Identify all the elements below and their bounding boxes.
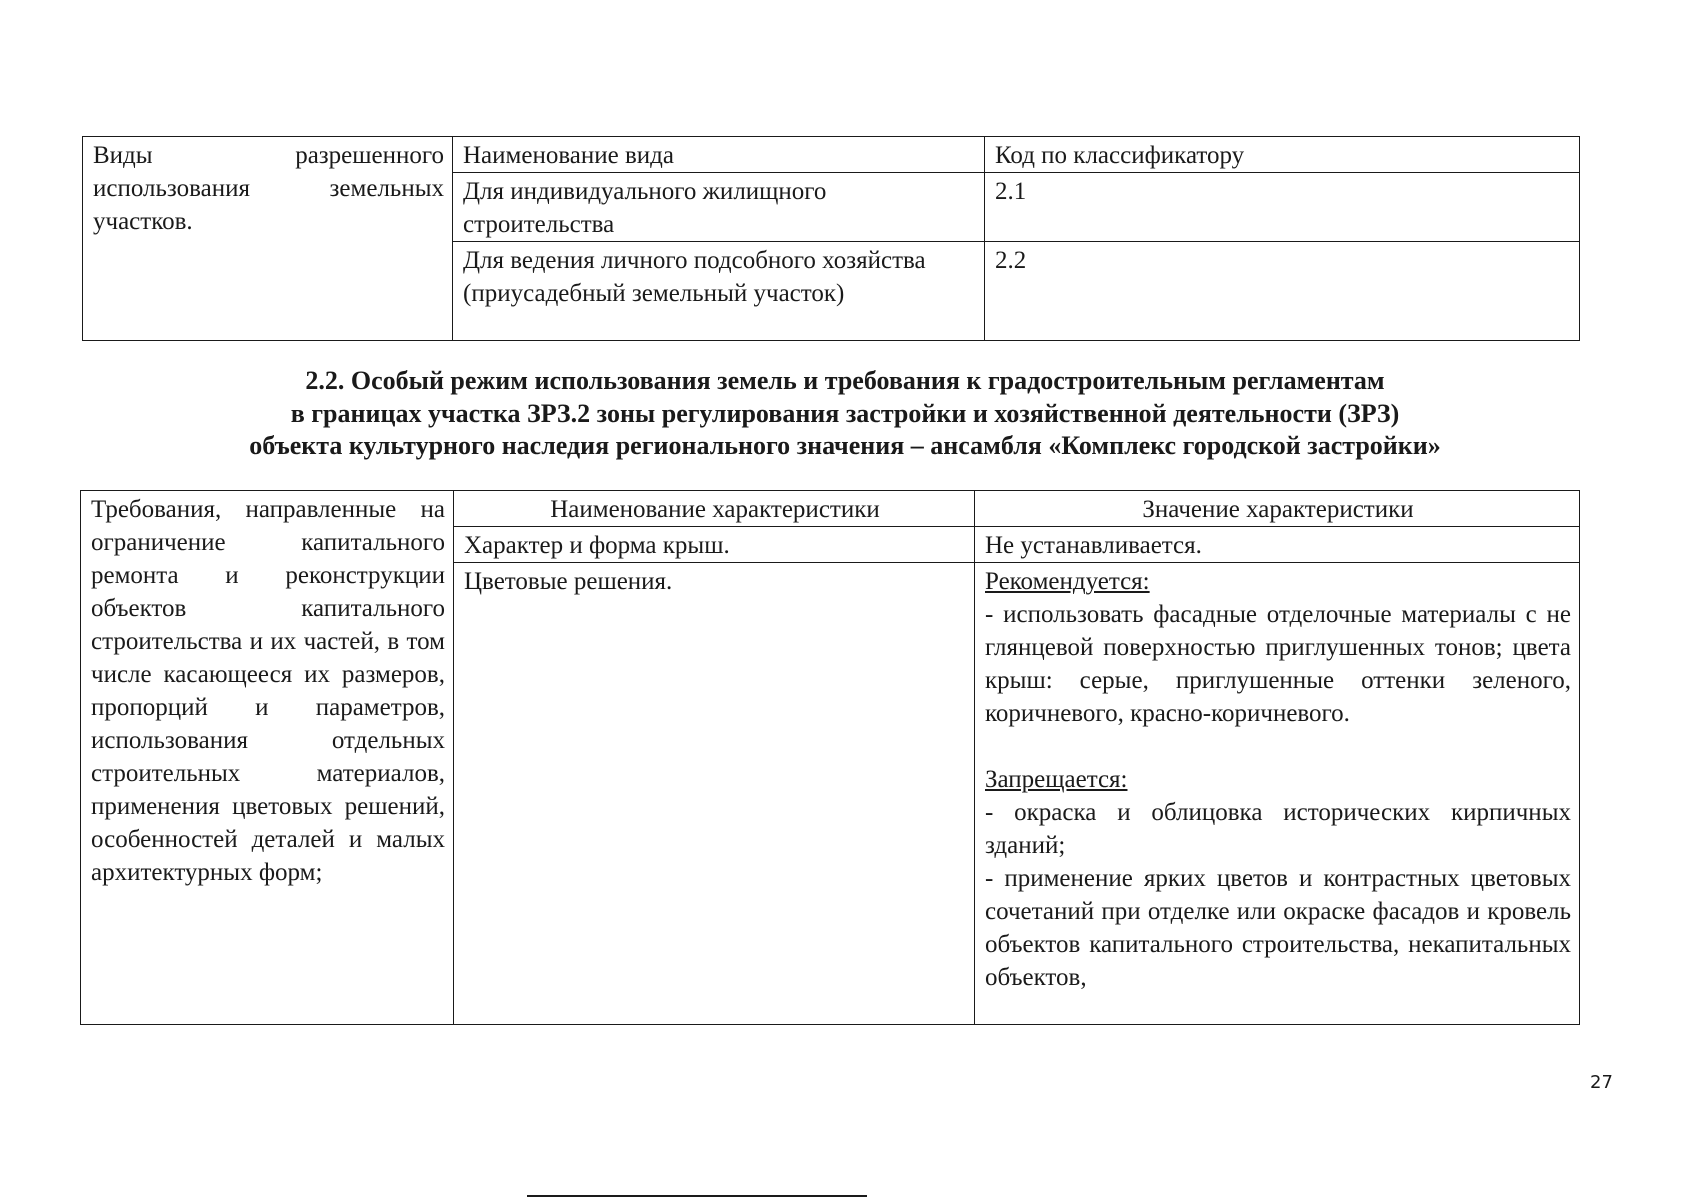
forbidden-item: - окраска и облицовка исторических кирпичных зданий; [985, 799, 1571, 859]
use-name-header: Наименование вида [453, 137, 985, 173]
characteristic-value-cell [975, 563, 1580, 1025]
permitted-use-label-cell [83, 137, 453, 341]
classifier-code-cell: 2.1 [985, 173, 1580, 242]
characteristic-value-header: Значение характеристики [975, 491, 1580, 527]
forbidden-label: Запрещается: [985, 766, 1128, 793]
use-name-cell: Для индивидуального жилищного строительства [453, 173, 985, 242]
page-number: 27 [1590, 1072, 1613, 1093]
permitted-use-table [82, 136, 1580, 341]
requirements-table [80, 490, 1580, 1025]
requirements-label: Требования, направленные на ограничение капитального ремонта и реконструкции объектов капитального строительства и их частей, в том числе касающееся их размеров, пропорций и параметров, использования отдельных строительных материалов, применения цветовых решений, особенностей деталей и малых архитектурных форм; [91, 496, 445, 886]
use-name-cell: Для ведения личного подсобного хозяйства (приусадебный земельный участок) [453, 242, 985, 341]
requirements-label-cell [81, 491, 454, 1025]
section-heading-line: в границах участка ЗРЗ.2 зоны регулирования застройки и хозяйственной деятельности (ЗРЗ) [290, 398, 1400, 428]
classifier-code-cell: 2.2 [985, 242, 1580, 341]
footnote-separator [527, 1195, 867, 1197]
section-heading-line: 2.2. Особый режим использования земель и требования к градостроительным регламентам [305, 366, 1385, 395]
recommended-label: Рекомендуется: [985, 568, 1150, 595]
spacer [985, 730, 1571, 763]
characteristic-name-cell: Цветовые решения. [454, 563, 975, 1025]
forbidden-item: - применение ярких цветов и контрастных цветовых сочетаний при отделке или окраске фасадов и кровель объектов капитального строительства, некапитальных объектов, [985, 865, 1571, 991]
section-heading-line: объекта культурного наследия регионального значения – ансамбля «Комплекс городской застройки» [249, 431, 1441, 460]
permitted-use-label: Виды разрешенного использования земельных участков. [93, 142, 444, 235]
section-heading [90, 365, 1600, 463]
classifier-code-header: Код по классификатору [985, 137, 1580, 173]
recommended-text: - использовать фасадные отделочные материалы с не глянцевой поверхностью приглушенных тонов; цвета крыш: серые, приглушенные оттенки зеленого, коричневого, красно-коричневого. [985, 601, 1571, 727]
characteristic-name-header: Наименование характеристики [454, 491, 975, 527]
characteristic-value-cell: Не устанавливается. [975, 527, 1580, 563]
characteristic-name-cell: Характер и форма крыш. [454, 527, 975, 563]
